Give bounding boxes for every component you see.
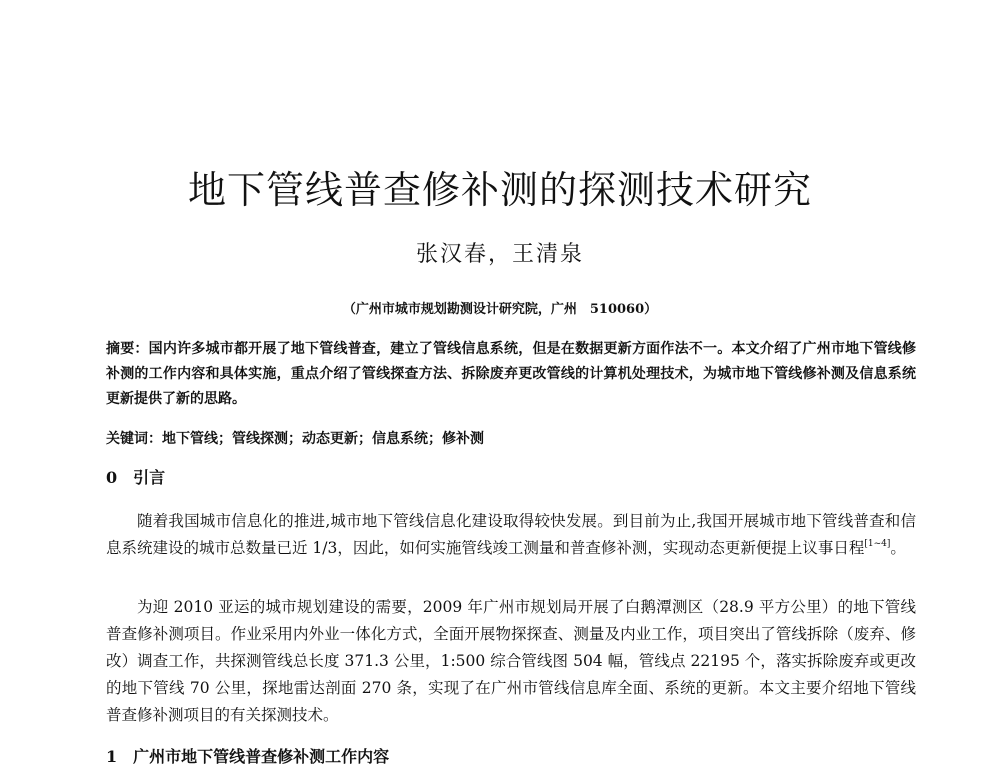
body-paragraph-2: 为迎 2010 亚运的城市规划建设的需要，2009 年广州市规划局开展了白鹅潭测区（28.9 平方公里）的地下管线普查修补测项目。作业采用内外业一体化方式，全面开展物探探查、测量及内业工作，项目突出了管线拆除（废弃、修改）调查工作，共探测管线总长度 371.3 公里，1:500 综合管线图 504 幅，管线点 22195 个，落实拆除废弃或更改的地下管线 70 公里，探地雷达剖面 270 条，实现了在广州市管线信息库全面、系统的更新。本文主要介绍地下管线普查修补测项目的有关探测技术。 [106, 598, 916, 724]
section-heading-introduction: 0 引言 [106, 468, 166, 487]
paragraph-1-text: 随着我国城市信息化的推进,城市地下管线信息化建设取得较快发展。到目前为止,我国开展城市地下管线普查和信息系统建设的城市总数量已近 1/3，因此，如何实施管线竣工测量和普查修补测，实现动态更新便提上议事日程 [106, 512, 916, 557]
section-heading-1: 1 广州市地下管线普查修补测工作内容 [106, 747, 390, 766]
body-paragraph-1 [106, 508, 916, 562]
abstract [106, 337, 916, 412]
citation-reference: [1~4] [864, 539, 891, 549]
abstract-label: 摘要： [106, 341, 149, 357]
paragraph-1-end: 。 [890, 539, 906, 557]
author-affiliation: （广州市城市规划勘测设计研究院，广州 510060） [342, 302, 658, 317]
keywords [106, 428, 916, 450]
paper-title: 地下管线普查修补测的探测技术研究 [187, 168, 812, 212]
abstract-text: 国内许多城市都开展了地下管线普查，建立了管线信息系统，但是在数据更新方面作法不一。本文介绍了广州市地下管线修补测的工作内容和具体实施，重点介绍了管线探查方法、拆除废弃更改管线的计算机处理技术，为城市地下管线修补测及信息系统更新提供了新的思路。 [106, 341, 917, 407]
paper-authors: 张汉春，王清泉 [415, 242, 584, 267]
keywords-text: 地下管线；管线探测；动态更新；信息系统；修补测 [162, 431, 484, 447]
keywords-label: 关键词： [106, 431, 162, 447]
